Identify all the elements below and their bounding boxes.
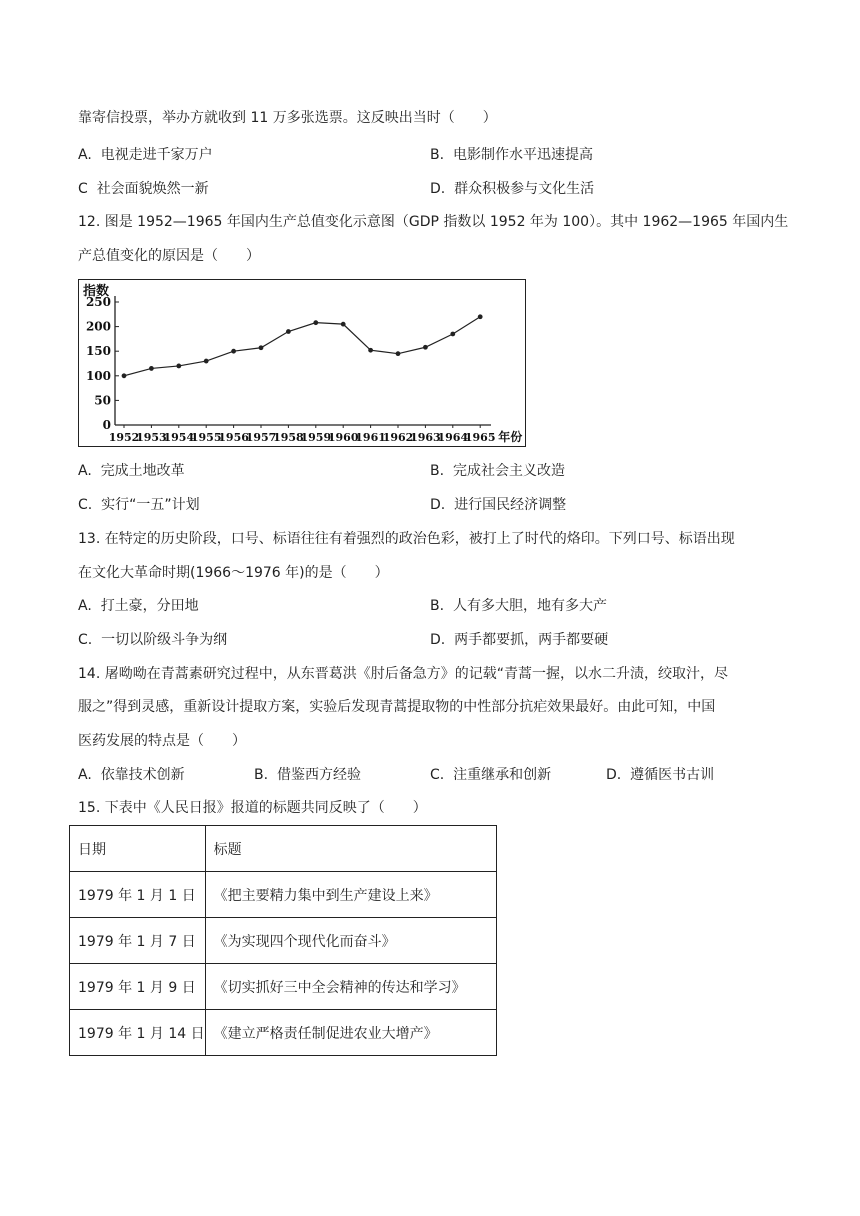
x-tick-label: 1962: [382, 431, 414, 444]
q13-option-a[interactable]: A. 打土豪，分田地: [78, 598, 199, 614]
table-header-date: 日期: [70, 826, 206, 872]
q14-option-a[interactable]: A. 依靠技术创新: [78, 767, 185, 783]
q12-stem-line2: 产总值变化的原因是（ ）: [78, 248, 260, 264]
table-header-row: [70, 826, 497, 872]
data-point: [122, 373, 127, 378]
table-row: [70, 1010, 497, 1056]
x-tick-label: 1953: [136, 431, 167, 444]
x-tick-label: 1958: [273, 431, 304, 444]
data-point: [286, 329, 291, 334]
q13-stem-line1: 13. 在特定的历史阶段，口号、标语往往有着强烈的政治色彩，被打上了时代的烙印。下列口号、标语出现: [78, 531, 735, 547]
table-cell-date: 1979 年 1 月 14 日: [70, 1010, 206, 1056]
q14-stem-line3: 医药发展的特点是（ ）: [78, 733, 246, 749]
data-point: [231, 349, 236, 354]
x-tick-label: 1961: [355, 431, 386, 444]
x-tick-label: 1960: [327, 431, 359, 444]
table-row: [70, 964, 497, 1010]
table-row: [70, 872, 497, 918]
data-point: [149, 366, 154, 371]
q14-option-c[interactable]: C. 注重继承和创新: [430, 767, 552, 783]
data-point: [478, 314, 483, 319]
table-cell-title: 《切实抓好三中全会精神的传达和学习》: [205, 964, 496, 1010]
y-tick-label: 200: [85, 319, 111, 334]
x-tick-label: 1957: [245, 431, 277, 444]
x-tick-label: 1963: [410, 431, 441, 444]
q11-stem: 靠寄信投票，举办方就收到 11 万多张选票。这反映出当时（ ）: [78, 110, 497, 126]
table-cell-title: 《为实现四个现代化而奋斗》: [205, 918, 496, 964]
q15-stem: 15. 下表中《人民日报》报道的标题共同反映了（ ）: [78, 800, 427, 816]
q12-stem-line1: 12. 图是 1952—1965 年国内生产总值变化示意图（GDP 指数以 1952 年为 100）。其中 1962—1965 年国内生: [78, 214, 789, 230]
q12-option-a[interactable]: A. 完成土地改革: [78, 463, 185, 479]
data-point: [204, 359, 209, 364]
q14-stem-line2: 服之”得到灵感，重新设计提取方案，实验后发现青蒿提取物的中性部分抗疟效果最好。由此可知，中国: [78, 699, 716, 715]
data-point: [396, 351, 401, 356]
table-row: [70, 918, 497, 964]
gdp-line-chart-svg: [79, 280, 527, 448]
table-cell-title: 《建立严格责任制促进农业大增产》: [205, 1010, 496, 1056]
x-tick-label: 1956: [218, 431, 249, 444]
x-tick-label: 1954: [163, 431, 195, 444]
q11-option-a[interactable]: A. 电视走进千家万户: [78, 147, 213, 163]
x-tick-label: 1964: [437, 431, 469, 444]
y-tick-label: 50: [94, 393, 111, 408]
q13-option-b[interactable]: B. 人有多大胆，地有多大产: [430, 598, 607, 614]
gdp-index-chart: [78, 279, 526, 447]
q11-option-b[interactable]: B. 电影制作水平迅速提高: [430, 147, 593, 163]
y-tick-label: 100: [85, 368, 111, 383]
q12-option-c[interactable]: C. 实行“一五”计划: [78, 497, 200, 513]
data-point: [176, 364, 181, 369]
q11-option-d[interactable]: D. 群众积极参与文化生活: [430, 181, 595, 197]
data-point: [313, 320, 318, 325]
y-tick-label: 150: [85, 344, 111, 359]
q14-stem-line1: 14. 屠呦呦在青蒿素研究过程中，从东晋葛洪《肘后备急方》的记载“青蒿一握，以水二升渍，绞取汁，尽: [78, 666, 728, 682]
q12-option-b[interactable]: B. 完成社会主义改造: [430, 463, 565, 479]
y-tick-label: 0: [102, 418, 111, 432]
table-cell-date: 1979 年 1 月 9 日: [70, 964, 206, 1010]
x-tick-label: 1952: [108, 431, 140, 444]
q13-option-c[interactable]: C. 一切以阶级斗争为纲: [78, 632, 228, 648]
data-point: [450, 332, 455, 337]
q14-option-d[interactable]: D. 遵循医书古训: [606, 767, 715, 783]
table-cell-title: 《把主要精力集中到生产建设上来》: [205, 872, 496, 918]
y-tick-label: 250: [85, 295, 111, 309]
data-point: [368, 348, 373, 353]
x-tick-label: 1965: [464, 431, 496, 444]
data-point: [423, 345, 428, 350]
x-tick-label: 1959: [300, 431, 332, 444]
y-axis-label: 指数: [83, 284, 110, 299]
x-axis-label: 年份: [498, 430, 523, 444]
renmin-ribao-table: [69, 825, 497, 1056]
q14-option-b[interactable]: B. 借鉴西方经验: [254, 767, 361, 783]
q13-option-d[interactable]: D. 两手都要抓，两手都要硬: [430, 632, 609, 648]
data-point: [341, 322, 346, 327]
table-cell-date: 1979 年 1 月 1 日: [70, 872, 206, 918]
q13-stem-line2: 在文化大革命时期(1966～1976 年)的是（ ）: [78, 565, 389, 581]
table-cell-date: 1979 年 1 月 7 日: [70, 918, 206, 964]
q12-option-d[interactable]: D. 进行国民经济调整: [430, 497, 567, 513]
data-point: [259, 345, 264, 350]
table-header-title: 标题: [205, 826, 496, 872]
x-tick-label: 1955: [190, 431, 222, 444]
q11-option-c[interactable]: C 社会面貌焕然一新: [78, 181, 209, 197]
